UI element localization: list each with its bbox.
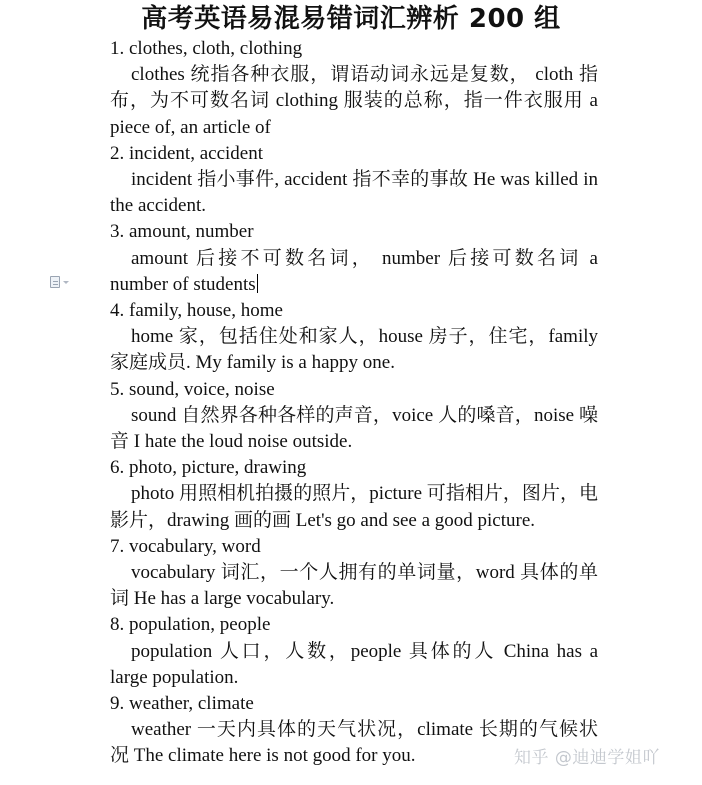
document-body[interactable] bbox=[110, 36, 598, 770]
entry-2 bbox=[110, 141, 598, 220]
entry-5 bbox=[110, 377, 598, 456]
paragraph-marker[interactable] bbox=[50, 275, 78, 289]
entry-text: clothes 统指各种衣服，谓语动词永远是复数， cloth 指布，为不可数名词 clothing 服装的总称，指一件衣服用 a piece of, an article of bbox=[110, 64, 598, 138]
entry-6 bbox=[110, 455, 598, 534]
entry-text: vocabulary 词汇，一个人拥有的单词量，word 具体的单词 He has a large vocabulary. bbox=[110, 562, 598, 610]
watermark: 知乎 @迪迪学姐吖 bbox=[514, 748, 660, 768]
entry-heading: 9. weather, climate bbox=[110, 693, 254, 715]
entry-text: sound 自然界各种各样的声音，voice 人的嗓音，noise 噪音 I hate the loud noise outside. bbox=[110, 404, 598, 453]
entry-3 bbox=[110, 219, 598, 298]
entry-text: photo 用照相机拍摄的照片，picture 可指相片，图片，电影片，drawing 画的画 Let's go and see a good picture. bbox=[110, 483, 598, 531]
entry-4 bbox=[110, 298, 598, 377]
document-title: 高考英语易混易错词汇辨析 200 组 bbox=[141, 4, 561, 34]
entry-text: incident 指小事件, accident 指不幸的事故 He was killed in the accident. bbox=[110, 169, 598, 217]
document-icon bbox=[50, 276, 60, 288]
entry-7 bbox=[110, 534, 598, 613]
entry-heading: 5. sound, voice, noise bbox=[110, 378, 275, 400]
chevron-down-icon bbox=[63, 281, 69, 284]
entry-text: amount 后接不可数名词， number 后接可数名词 a number of students bbox=[110, 247, 598, 295]
entry-heading: 6. photo, picture, drawing bbox=[110, 457, 307, 479]
entry-heading: 1. clothes, cloth, clothing bbox=[110, 38, 303, 59]
entry-text: weather 一天内具体的天气状况，climate 长期的气候状况 The climate here is not good for you. bbox=[110, 719, 598, 767]
text-cursor bbox=[257, 274, 258, 293]
entry-heading: 8. population, people bbox=[110, 614, 271, 636]
entry-heading: 7. vocabulary, word bbox=[110, 535, 261, 557]
entry-heading: 3. amount, number bbox=[110, 221, 254, 243]
entry-text: home 家，包括住处和家人，house 房子，住宅，family 家庭成员. My family is a happy one. bbox=[110, 326, 598, 374]
entry-text: population 人口，人数，people 具体的人 China has a large population. bbox=[110, 640, 598, 688]
entry-text-with-cursor bbox=[110, 246, 598, 298]
entry-heading: 2. incident, accident bbox=[110, 142, 263, 164]
entry-heading: 4. family, house, home bbox=[110, 300, 283, 322]
entry-1 bbox=[110, 36, 598, 141]
entry-8 bbox=[110, 612, 598, 691]
